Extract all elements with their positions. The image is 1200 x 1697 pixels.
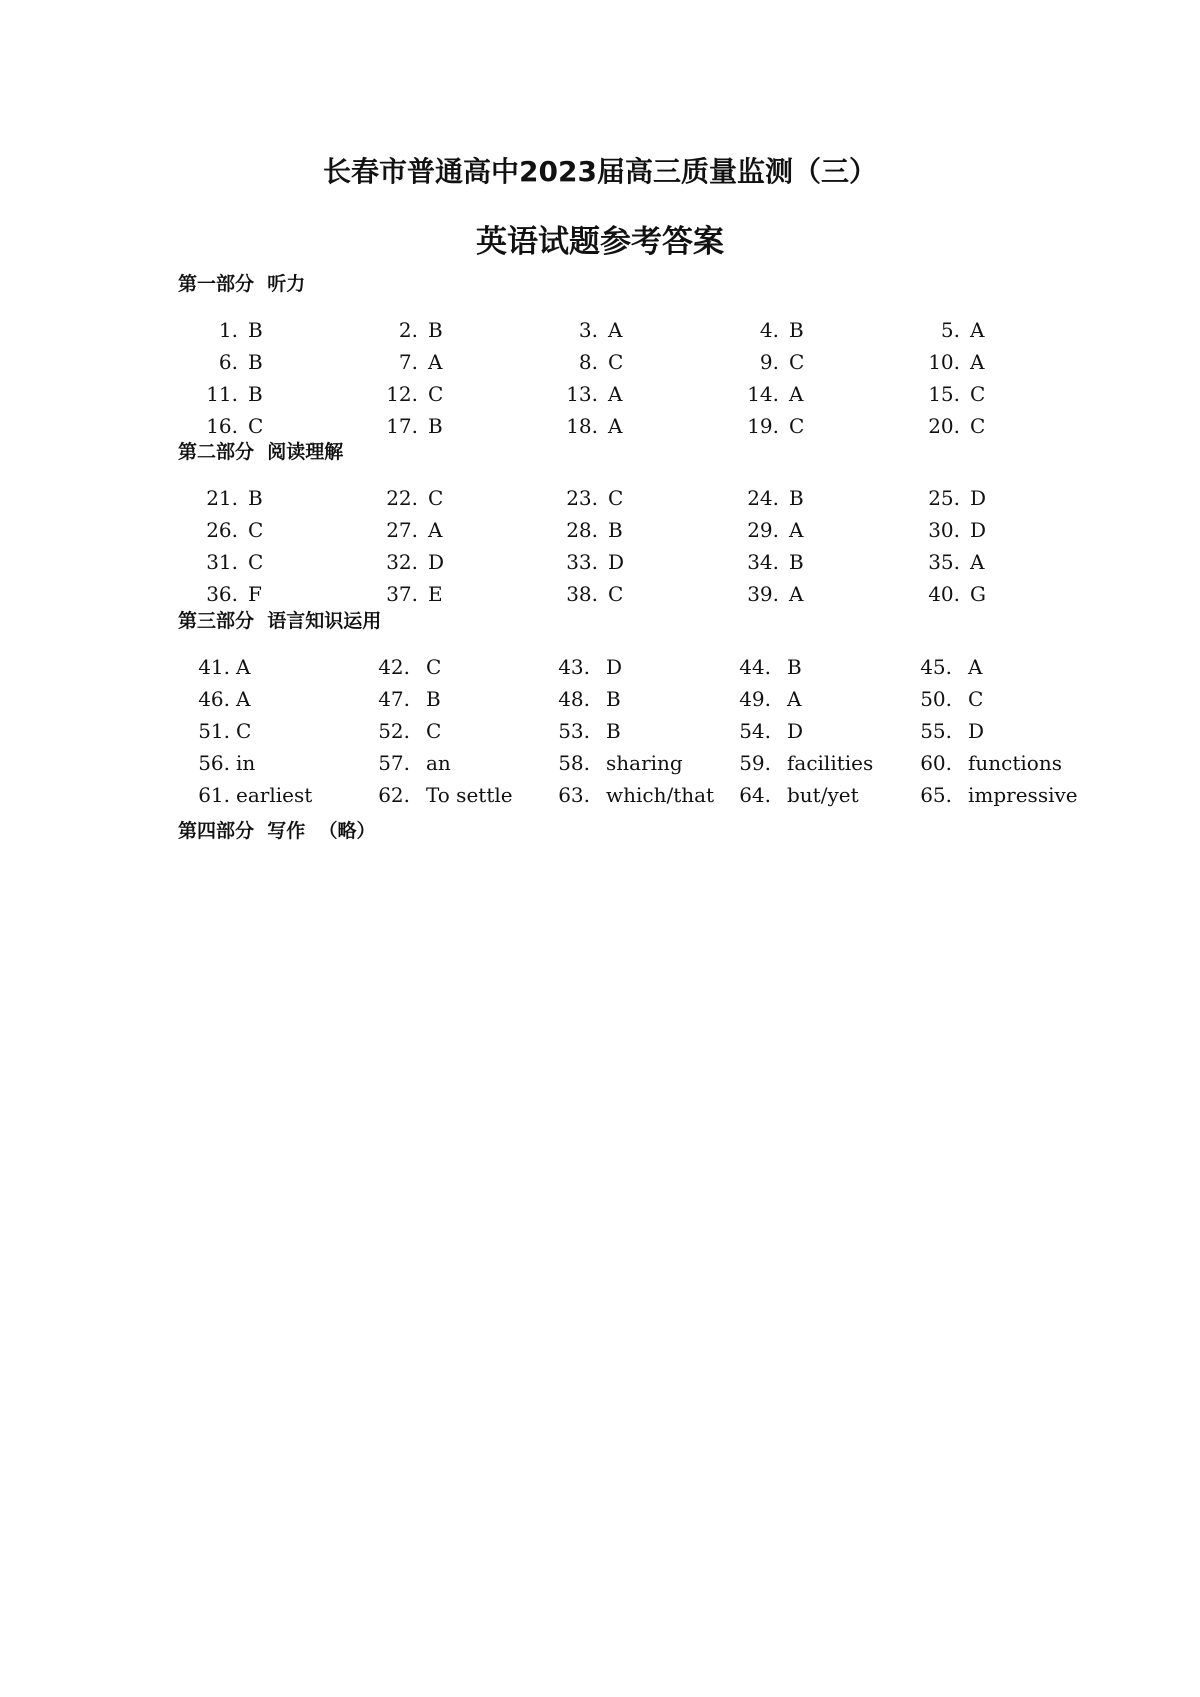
answer-row bbox=[0, 482, 1200, 514]
question-number: 3. bbox=[578, 318, 598, 342]
question-number: 42. bbox=[378, 655, 410, 679]
question-number: 40. bbox=[928, 582, 960, 606]
answer-value: A bbox=[968, 655, 983, 679]
answer-value: which/that bbox=[606, 783, 715, 807]
question-number: 56. bbox=[198, 751, 230, 775]
answer-row bbox=[0, 715, 1200, 747]
answer-value: A bbox=[789, 382, 804, 406]
answer-value: B bbox=[608, 518, 623, 542]
answer-value: B bbox=[787, 655, 802, 679]
answer-row bbox=[0, 514, 1200, 546]
question-number: 58. bbox=[558, 751, 590, 775]
answer-value: B bbox=[606, 687, 621, 711]
answer-value: C bbox=[428, 382, 444, 406]
answer-value: an bbox=[426, 751, 451, 775]
answer-value: A bbox=[970, 350, 985, 374]
answer-grid bbox=[0, 482, 1200, 610]
answer-value: B bbox=[428, 414, 443, 438]
answer-value: A bbox=[428, 518, 443, 542]
answer-value: C bbox=[608, 486, 624, 510]
question-number: 52. bbox=[378, 719, 410, 743]
answer-value: A bbox=[608, 414, 623, 438]
answer-value: B bbox=[789, 318, 804, 342]
answer-value: G bbox=[970, 582, 986, 606]
question-number: 30. bbox=[928, 518, 960, 542]
question-number: 65. bbox=[920, 783, 952, 807]
answer-row bbox=[0, 683, 1200, 715]
answer-value: D bbox=[606, 655, 623, 679]
question-number: 53. bbox=[558, 719, 590, 743]
answer-value: C bbox=[608, 350, 624, 374]
section-heading: 第二部分 阅读理解 bbox=[178, 441, 344, 463]
question-number: 59. bbox=[739, 751, 771, 775]
question-number: 41. bbox=[198, 655, 230, 679]
answer-value: impressive bbox=[968, 783, 1078, 807]
question-number: 31. bbox=[206, 550, 238, 574]
question-number: 11. bbox=[206, 382, 238, 406]
answer-row bbox=[0, 779, 1200, 811]
question-number: 62. bbox=[378, 783, 410, 807]
question-number: 45. bbox=[920, 655, 952, 679]
answer-value: To settle bbox=[426, 783, 513, 807]
answer-value: C bbox=[426, 719, 442, 743]
question-number: 6. bbox=[218, 350, 238, 374]
question-number: 36. bbox=[206, 582, 238, 606]
answer-value: C bbox=[608, 582, 624, 606]
answer-section bbox=[0, 436, 1200, 610]
question-number: 46. bbox=[198, 687, 230, 711]
answer-value: in bbox=[236, 751, 256, 775]
question-number: 4. bbox=[759, 318, 779, 342]
answer-value: C bbox=[968, 687, 984, 711]
question-number: 19. bbox=[747, 414, 779, 438]
question-number: 60. bbox=[920, 751, 952, 775]
section-heading: 第一部分 听力 bbox=[178, 273, 306, 295]
page-title: 长春市普通高中2023届高三质量监测（三） bbox=[323, 155, 877, 188]
answer-value: C bbox=[970, 382, 986, 406]
answer-value: A bbox=[787, 687, 802, 711]
answer-value: E bbox=[428, 582, 443, 606]
answer-row bbox=[0, 314, 1200, 346]
answer-section bbox=[0, 268, 1200, 442]
answer-value: sharing bbox=[606, 751, 683, 775]
question-number: 38. bbox=[566, 582, 598, 606]
answer-value: earliest bbox=[236, 783, 313, 807]
answer-value: B bbox=[248, 318, 263, 342]
answer-value: B bbox=[248, 350, 263, 374]
question-number: 39. bbox=[747, 582, 779, 606]
answer-value: D bbox=[428, 550, 445, 574]
question-number: 27. bbox=[386, 518, 418, 542]
question-number: 13. bbox=[566, 382, 598, 406]
question-number: 18. bbox=[566, 414, 598, 438]
question-number: 28. bbox=[566, 518, 598, 542]
answer-grid bbox=[0, 314, 1200, 442]
question-number: 9. bbox=[759, 350, 779, 374]
answer-value: functions bbox=[968, 751, 1062, 775]
question-number: 44. bbox=[739, 655, 771, 679]
question-number: 63. bbox=[558, 783, 590, 807]
question-number: 23. bbox=[566, 486, 598, 510]
question-number: 1. bbox=[218, 318, 238, 342]
question-number: 35. bbox=[928, 550, 960, 574]
answer-value: B bbox=[789, 550, 804, 574]
answer-value: C bbox=[236, 719, 252, 743]
answer-row bbox=[0, 378, 1200, 410]
section-heading: 第三部分 语言知识运用 bbox=[178, 610, 382, 632]
page-subtitle: 英语试题参考答案 bbox=[476, 224, 724, 260]
answer-value: B bbox=[248, 486, 263, 510]
question-number: 29. bbox=[747, 518, 779, 542]
answer-value: A bbox=[789, 518, 804, 542]
answer-value: C bbox=[789, 350, 805, 374]
answer-row bbox=[0, 651, 1200, 683]
question-number: 20. bbox=[928, 414, 960, 438]
answer-value: C bbox=[248, 414, 264, 438]
answer-value: A bbox=[608, 318, 623, 342]
question-number: 51. bbox=[198, 719, 230, 743]
answer-value: A bbox=[970, 318, 985, 342]
question-number: 26. bbox=[206, 518, 238, 542]
answer-value: facilities bbox=[787, 751, 874, 775]
answer-value: C bbox=[248, 550, 264, 574]
answer-value: B bbox=[426, 687, 441, 711]
answer-value: C bbox=[426, 655, 442, 679]
question-number: 14. bbox=[747, 382, 779, 406]
question-number: 17. bbox=[386, 414, 418, 438]
answer-value: A bbox=[608, 382, 623, 406]
answer-value: D bbox=[970, 486, 987, 510]
question-number: 49. bbox=[739, 687, 771, 711]
question-number: 54. bbox=[739, 719, 771, 743]
question-number: 33. bbox=[566, 550, 598, 574]
answer-value: D bbox=[787, 719, 804, 743]
question-number: 34. bbox=[747, 550, 779, 574]
answer-row bbox=[0, 546, 1200, 578]
answer-section bbox=[0, 815, 1200, 847]
answer-value: A bbox=[789, 582, 804, 606]
answer-value: C bbox=[789, 414, 805, 438]
question-number: 32. bbox=[386, 550, 418, 574]
question-number: 61. bbox=[198, 783, 230, 807]
question-number: 50. bbox=[920, 687, 952, 711]
question-number: 43. bbox=[558, 655, 590, 679]
question-number: 55. bbox=[920, 719, 952, 743]
answer-value: B bbox=[248, 382, 263, 406]
question-number: 5. bbox=[940, 318, 960, 342]
answer-value: but/yet bbox=[787, 783, 859, 807]
question-number: 25. bbox=[928, 486, 960, 510]
answer-value: A bbox=[428, 350, 443, 374]
question-number: 16. bbox=[206, 414, 238, 438]
answer-value: B bbox=[606, 719, 621, 743]
question-number: 2. bbox=[398, 318, 418, 342]
answer-value: F bbox=[248, 582, 262, 606]
answer-section bbox=[0, 605, 1200, 811]
answer-value: D bbox=[608, 550, 625, 574]
answer-row bbox=[0, 346, 1200, 378]
section-heading: 第四部分 写作 （略） bbox=[178, 820, 376, 842]
question-number: 24. bbox=[747, 486, 779, 510]
answer-value: A bbox=[970, 550, 985, 574]
question-number: 8. bbox=[578, 350, 598, 374]
question-number: 64. bbox=[739, 783, 771, 807]
question-number: 15. bbox=[928, 382, 960, 406]
answer-value: D bbox=[970, 518, 987, 542]
answer-value: A bbox=[236, 687, 251, 711]
answer-value: C bbox=[970, 414, 986, 438]
question-number: 37. bbox=[386, 582, 418, 606]
answer-value: C bbox=[248, 518, 264, 542]
answer-value: A bbox=[236, 655, 251, 679]
question-number: 57. bbox=[378, 751, 410, 775]
answer-grid bbox=[0, 651, 1200, 811]
question-number: 7. bbox=[398, 350, 418, 374]
answer-value: B bbox=[789, 486, 804, 510]
question-number: 22. bbox=[386, 486, 418, 510]
question-number: 10. bbox=[928, 350, 960, 374]
question-number: 48. bbox=[558, 687, 590, 711]
answer-value: D bbox=[968, 719, 985, 743]
answer-value: B bbox=[428, 318, 443, 342]
question-number: 47. bbox=[378, 687, 410, 711]
question-number: 12. bbox=[386, 382, 418, 406]
answer-value: C bbox=[428, 486, 444, 510]
answer-row bbox=[0, 747, 1200, 779]
question-number: 21. bbox=[206, 486, 238, 510]
